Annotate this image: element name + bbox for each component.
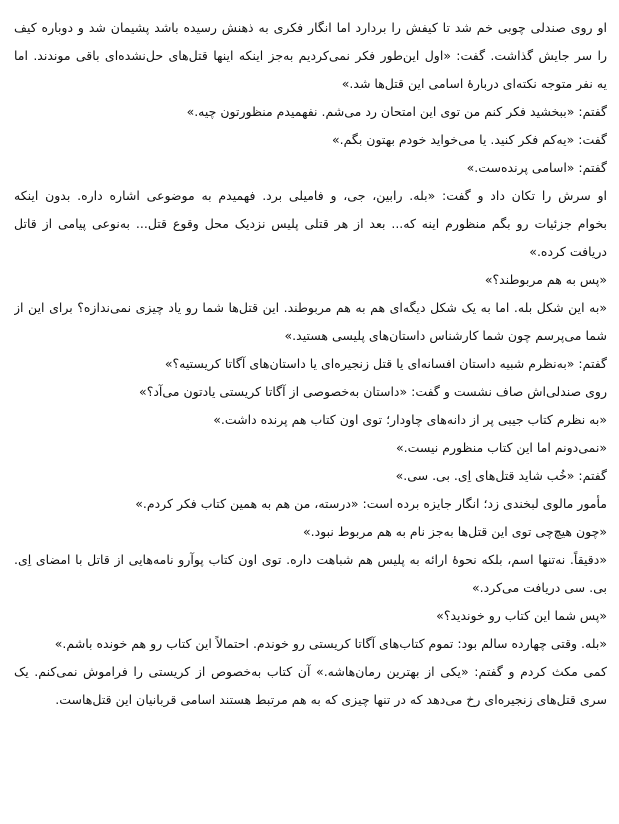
text-line: کمی مکث کردم و گفتم: «یکی از بهترین رمان‌هاشه.» آن کتاب به‌خصوص از کریستی را فراموش نمی‌کنم. یک <box>14 664 607 679</box>
text-line: گفتم: «ببخشید فکر کنم من توی این امتحان رد می‌شم. نفهمیدم منظورتون چیه.» <box>186 104 607 119</box>
text-line: او روی صندلی چوبی خم شد تا کیفش را بردارد اما انگار فکری به ذهنش رسیده باشد پشیمان شد و دوباره کیف <box>14 20 607 35</box>
text-line: او سرش را تکان داد و گفت: «بله. رابین، جی، و فامیلی برد. فهمیدم به موضوعی اشاره داره. بدون اینکه <box>14 188 607 203</box>
text-line: گفتم: «خُب شاید قتل‌های اِی. بی. سی.» <box>395 468 607 483</box>
text-line: گفت: «یه‌کم فکر کنید. یا می‌خواید خودم بهتون بگم.» <box>331 132 607 147</box>
text-line: «پس شما این کتاب رو خوندید؟» <box>436 608 607 623</box>
text-line: «دقیقاً. نه‌تنها اسم، بلکه نحوهٔ ارائه به پلیس هم شباهت داره. توی اون کتاب پوآرو نامه‌هایی از قاتل با امضای اِی. <box>14 552 607 567</box>
text-line: «چون هیچ‌چی توی این قتل‌ها به‌جز نام به هم مربوط نبود.» <box>302 524 607 539</box>
text-line: «بله. وقتی چهارده سالم بود: تموم کتاب‌های آگاتا کریستی رو خوندم. احتمالاً این کتاب رو هم خونده باشم.» <box>54 636 607 651</box>
text-line: شما می‌پرسم چون شما کارشناس داستان‌های پلیسی هستید.» <box>284 328 607 343</box>
text-line: مأمور مالوی لبخندی زد؛ انگار جایزه برده است: «درسته، من هم به همین کتاب فکر کردم.» <box>135 496 607 511</box>
text-line: «به نظرم کتاب جیبی پر از دانه‌های چاودار؛ توی اون کتاب هم پرنده داشت.» <box>213 412 607 427</box>
text-line: سری قتل‌های زنجیره‌ای رخ می‌دهد که در تنها چیزی که به هم مرتبط هستند اسامی قربانیان این قتل‌هاست. <box>55 692 607 707</box>
text-line: «پس به هم مربوطند؟» <box>484 272 607 287</box>
text-line: گفتم: «به‌نظرم شبیه داستان افسانه‌ای یا قتل زنجیره‌ای یا داستان‌های آگاتا کریستیه؟» <box>164 356 607 371</box>
text-line: بخوام جزئیات رو بگم منظورم اینه که... بعد از هر قتلی پلیس نزدیک محل وقوع قتل... به‌نوعی پیامی از قاتل <box>14 216 607 231</box>
text-line: «نمی‌دونم اما این کتاب منظورم نیست.» <box>395 440 607 455</box>
text-line: گفتم: «اسامی پرنده‌ست.» <box>466 160 607 175</box>
book-page <box>14 14 607 714</box>
text-line: «به این شکل بله. اما به یک شکل دیگه‌ای هم به هم مربوطند. این قتل‌ها شما رو یاد چیزی نمی‌ندازه؟ برای این از <box>14 300 607 315</box>
text-line: بی. سی دریافت می‌کرد.» <box>472 580 607 595</box>
text-line: یه نفر متوجه نکته‌ای درباره‌ٔ اسامی این قتل‌ها شد.» <box>341 76 607 91</box>
text-line: را سر جایش گذاشت. گفت: «اول این‌طور فکر نمی‌کردیم به‌جز اینکه اینها قتل‌های حل‌نشده‌ای باقی موندند. اما <box>14 48 607 63</box>
text-line: دریافت کرده.» <box>529 244 607 259</box>
text-line: روی صندلی‌اش صاف نشست و گفت: «داستان به‌خصوصی از آگاتا کریستی یادتون می‌آد؟» <box>139 384 607 399</box>
